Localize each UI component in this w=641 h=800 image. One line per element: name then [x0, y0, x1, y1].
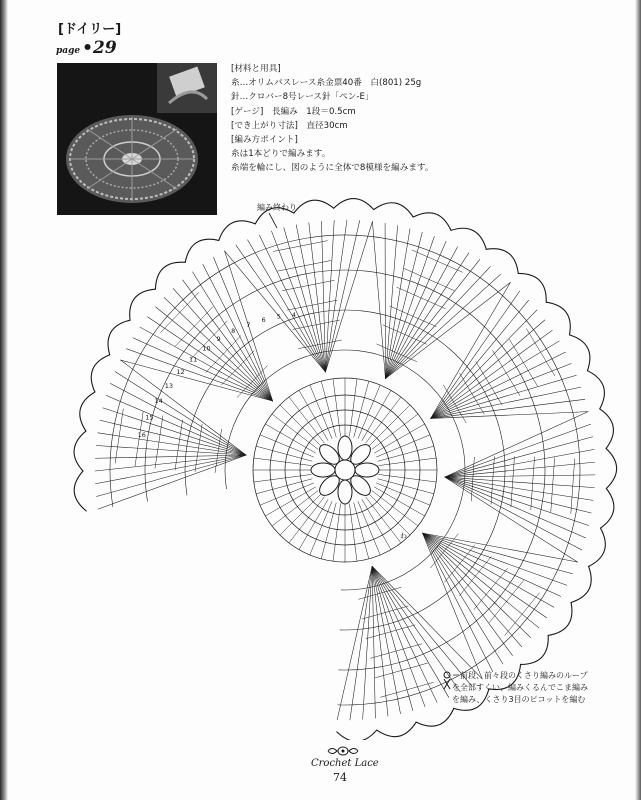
end-label-pointer	[269, 213, 277, 228]
spoke-stitch	[256, 446, 312, 461]
scallop-edge	[294, 200, 334, 213]
scallop-edge	[219, 221, 256, 241]
scallop-edge	[600, 489, 613, 529]
pineapple-bar	[195, 424, 202, 471]
materials-hook: 針…クロバー8号レース針「ペン-E」	[231, 92, 374, 103]
symbol-legend	[452, 670, 612, 706]
spoke-stitch	[376, 483, 430, 505]
fan-rib	[337, 566, 372, 720]
fan-rib	[372, 566, 471, 685]
fan-rib	[431, 300, 529, 418]
fan-rib	[164, 297, 273, 401]
round-number-label: 9	[216, 335, 221, 344]
section-title: [ドイリー]	[58, 22, 122, 37]
footer-page-number: 74	[333, 771, 347, 784]
scallop-edge	[571, 566, 591, 602]
pineapple-bar	[412, 250, 462, 272]
round-number-label: 5	[276, 312, 281, 321]
spoke-stitch	[254, 474, 312, 482]
scallop-edge	[569, 335, 589, 371]
gauge: [ゲージ] 長編み 1段＝0.5cm	[231, 106, 356, 117]
fan-rib	[156, 307, 273, 401]
center-petal	[311, 463, 335, 477]
fan-rib	[431, 320, 545, 419]
fan-rib	[445, 477, 578, 562]
fan-rib	[98, 455, 246, 509]
fan-rib	[445, 437, 593, 477]
footer-brand: Crochet Lace	[311, 758, 379, 769]
pineapple-bar	[175, 420, 183, 470]
pineapple-bar	[489, 580, 523, 622]
fan-rib	[423, 533, 483, 679]
fan-rib	[296, 225, 325, 372]
scallop-edge	[377, 722, 416, 737]
round-number-label: 8	[231, 327, 236, 336]
page-reference-number: 29	[93, 38, 117, 58]
fan-rib	[126, 349, 272, 401]
materials-yarn: 糸…オリムパスレース糸金票40番 白(801) 25g	[231, 78, 422, 89]
fan-rib	[423, 533, 547, 618]
fan-rib	[445, 412, 588, 477]
fan-rib	[95, 455, 246, 484]
spoke-stitch	[376, 435, 430, 457]
picot-symbol-icon	[442, 671, 452, 691]
scallop-edge	[91, 355, 109, 392]
spoke-stitch	[379, 458, 437, 466]
spoke-stitch	[254, 458, 312, 466]
legend-line-1: ＝前段、前々段のくさり編みのループ	[452, 671, 588, 680]
fan-rib	[423, 533, 578, 562]
pineapple-bar	[206, 336, 241, 373]
fan-rib	[423, 533, 567, 585]
center-petal	[338, 436, 352, 460]
fan-rib	[193, 272, 273, 401]
pineapple-bar	[298, 340, 341, 349]
scallop-edge	[108, 320, 130, 355]
spoke-stitch	[379, 474, 437, 482]
pineapple-bar	[287, 300, 337, 310]
center-petal	[355, 463, 379, 477]
fan-rib	[423, 533, 554, 607]
page-bullet: •	[82, 38, 94, 58]
pineapple-bar	[460, 373, 485, 414]
spoke-stitch	[310, 501, 332, 555]
fan-rib	[183, 280, 273, 401]
chart-center-label: ゎ	[399, 531, 409, 541]
pineapple-bar	[191, 321, 228, 359]
fan-rib	[248, 240, 326, 372]
fan-rib	[120, 360, 272, 401]
fan-rib	[385, 282, 510, 378]
fan-rib	[106, 396, 246, 456]
pineapple-bar	[371, 644, 422, 658]
spoke-stitch	[256, 479, 312, 494]
fan-rib	[325, 222, 372, 372]
fan-rib	[431, 412, 588, 419]
spoke-stitch	[354, 381, 369, 437]
scallop-edge	[413, 213, 451, 231]
scallop-edge	[606, 448, 617, 488]
scallop-edge	[130, 289, 156, 320]
legend-line-2: を全部すくい、編みくるんでこま編み	[452, 683, 588, 692]
pineapple-bar	[404, 269, 454, 291]
fan-rib	[431, 282, 511, 418]
scallop-edge	[518, 273, 546, 302]
fan-rib	[173, 288, 272, 401]
scallop-edge	[337, 730, 377, 740]
fan-rib	[431, 364, 572, 419]
scallop-edge	[600, 409, 614, 449]
technique-note-1: 糸は1本どりで編みます。	[231, 149, 331, 160]
pineapple-bar	[474, 568, 507, 609]
fan-rib	[423, 533, 522, 647]
round-number-label: 13	[164, 381, 174, 390]
scallop-edge	[451, 228, 486, 249]
fan-rib	[103, 408, 246, 455]
pineapple-bar	[155, 416, 163, 468]
scallop-edge	[587, 371, 604, 409]
fan-rib	[325, 220, 359, 371]
fan-rib	[372, 566, 425, 707]
pineapple-bar	[221, 350, 254, 385]
spoke-stitch	[333, 504, 341, 562]
spoke-stitch	[321, 381, 336, 437]
scallop-edge	[185, 239, 219, 262]
fan-rib	[96, 455, 246, 496]
fan-rib	[431, 375, 577, 418]
fan-rib	[385, 232, 422, 378]
fan-rib	[363, 566, 372, 719]
pineapple-bar	[293, 320, 340, 329]
spoke-stitch	[369, 405, 410, 446]
fan-rib	[372, 566, 375, 718]
spoke-stitch	[260, 483, 314, 505]
spoke-stitch	[310, 385, 332, 439]
scallop-edge	[486, 249, 518, 274]
spoke-stitch	[280, 494, 321, 535]
spoke-stitch	[369, 494, 410, 535]
spoke-stitch	[349, 379, 357, 437]
fan-rib	[423, 533, 493, 672]
spoke-stitch	[333, 379, 341, 437]
fan-rib	[445, 462, 595, 477]
round-number-label: 4	[291, 310, 297, 319]
spoke-stitch	[358, 385, 380, 439]
scan-edge-left	[0, 0, 8, 800]
fan-rib	[115, 372, 246, 456]
spoke-stitch	[378, 446, 434, 461]
round-number-label: 6	[261, 315, 266, 324]
fan-rib	[98, 433, 246, 455]
legend-line-3: を編み、くさり3目のピコットを編む	[452, 695, 586, 704]
round-number-label: 12	[176, 368, 185, 377]
materials-heading: [材料と用具]	[231, 64, 281, 74]
round-number-label: 10	[202, 344, 211, 353]
fan-rib	[225, 251, 326, 372]
fan-rib	[284, 228, 326, 372]
spoke-stitch	[280, 405, 321, 446]
fan-rib	[214, 257, 273, 401]
fan-rib	[100, 420, 246, 455]
spoke-stitch	[378, 479, 434, 494]
fan-rib	[372, 566, 400, 714]
spoke-stitch	[349, 504, 357, 562]
crochet-chart	[55, 180, 635, 740]
spoke-stitch	[260, 435, 314, 457]
pineapple-bar	[526, 329, 554, 376]
fan-rib	[445, 475, 595, 477]
scallop-edge	[546, 302, 570, 335]
fan-rib	[325, 220, 346, 372]
pineapple-bar	[273, 241, 327, 252]
pineapple-bar	[278, 260, 331, 271]
technique-note-2: 糸端を輪にし、図のように全体で8模様を編みます。	[231, 163, 434, 174]
round-number-label: 15	[145, 413, 154, 422]
scallop-edge	[374, 203, 413, 217]
scallop-edge	[334, 199, 374, 210]
fan-rib	[203, 264, 273, 401]
fan-rib	[325, 220, 334, 372]
fan-rib	[321, 221, 325, 372]
spoke-stitch	[354, 503, 369, 559]
center-petal	[338, 480, 352, 504]
scallop-edge	[74, 471, 86, 511]
page-label: page	[56, 46, 81, 56]
round-number-label: 11	[188, 355, 198, 364]
fan-rib	[445, 477, 586, 538]
round-number-label: 14	[154, 397, 163, 406]
pineapple-bar	[459, 556, 491, 595]
fan-rib	[423, 533, 513, 655]
footer-ornament-icon	[326, 745, 360, 757]
scallop-edge	[548, 602, 572, 635]
fan-rib	[431, 352, 566, 418]
materials-block	[231, 62, 491, 176]
fan-rib	[423, 533, 539, 628]
fan-rib	[423, 533, 503, 664]
fan-rib	[259, 235, 325, 372]
scallop-edge	[589, 528, 606, 566]
spoke-stitch	[321, 503, 336, 559]
fan-rib	[372, 566, 482, 679]
fan-rib	[96, 445, 246, 455]
fan-rib	[110, 383, 246, 455]
scallop-edge	[74, 431, 86, 471]
spoke-stitch	[358, 501, 380, 555]
fan-rib	[445, 477, 589, 525]
scallop-edge	[155, 262, 185, 289]
round-number-label: 7	[246, 320, 251, 329]
scallop-edge	[521, 635, 549, 664]
scan-edge-right	[635, 0, 641, 800]
fan-rib	[423, 533, 531, 637]
scallop-edge	[416, 708, 454, 726]
fan-rib	[385, 253, 468, 379]
chart-end-label: 編み終わり	[257, 203, 297, 212]
pineapple-bar	[282, 280, 334, 290]
round-number-label: 16	[137, 431, 146, 440]
fan-rib	[445, 449, 594, 477]
technique-heading: [編み方ポイント]	[231, 135, 298, 146]
pineapple-bar	[390, 306, 436, 327]
fan-rib	[372, 566, 449, 697]
pineapple-bar	[380, 682, 433, 697]
fan-rib	[445, 424, 591, 477]
page-reference	[56, 38, 117, 58]
finished-size: [でき上がり寸法] 直径30cm	[231, 120, 348, 131]
scallop-edge	[80, 392, 95, 431]
